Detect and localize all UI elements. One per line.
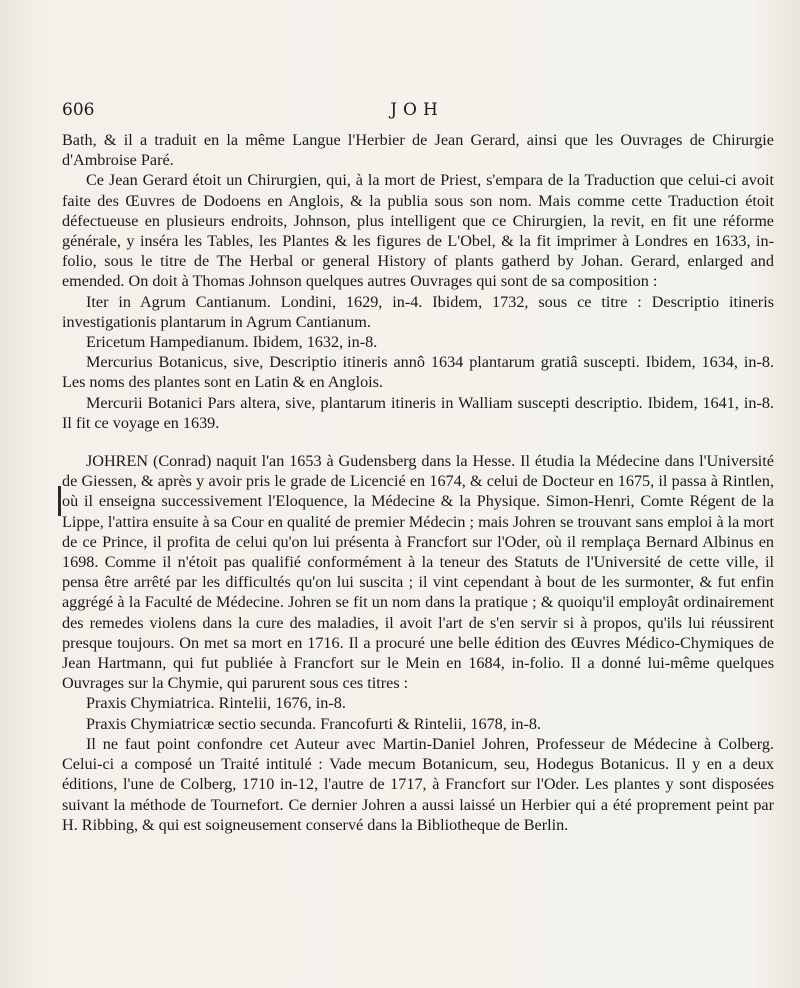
- bibliography-entry: Mercurii Botanici Pars altera, sive, plantarum itineris in Walliam suscepti descriptio. Ibidem, 1641, in-8. Il fit ce voyage en 1639.: [62, 393, 774, 432]
- page-body: [62, 130, 774, 835]
- bibliography-entry: Praxis Chymiatricæ sectio secunda. Francofurti & Rintelii, 1678, in-8.: [86, 714, 541, 733]
- paragraph-gerard: Ce Jean Gerard étoit un Chirurgien, qui, à la mort de Priest, s'empara de la Traduction que celui-ci avoit faite des Œuvres de Dodoens en Anglois, & la publia sous son nom. Mais comme cette Traduction étoit défectueuse en plusieurs endroits, Johnson, plus intelligent que ce Chirurgien, la revit, en fit une réforme générale, y inséra les Tables, les Plantes & les figures de L'Obel, & la fit imprimer à Londres en 1633, in-folio, sous le titre de The Herbal or general History of plants gatherd by Johan. Gerard, enlarged and emended. On doit à Thomas Johnson quelques autres Ouvrages qui sont de sa composition :: [62, 171, 774, 291]
- bibliography-entry: Praxis Chymiatrica. Rintelii, 1676, in-8.: [86, 694, 346, 713]
- margin-mark: [58, 486, 61, 516]
- page-header: [62, 100, 772, 126]
- entry-separator: [62, 433, 774, 451]
- entry-johren-conrad: JOHREN (Conrad) naquit l'an 1653 à Gudensberg dans la Hesse. Il étudia la Médecine dans l'Université de Giessen, & après y avoir pris le grade de Licencié en 1674, & celui de Docteur en 1675, il passa à Rintlen, où il enseigna successivement l'Eloquence, la Médecine & la Physique. Simon-Henri, Comte Régent de la Lippe, l'attira ensuite à sa Cour en qualité de premier Médecin ; mais Johren se trouvant sans emploi à la mort de ce Prince, il profita de celui qu'on lui présenta à Francfort sur l'Oder, où il remplaça Bernard Albinus en 1698. Comme il n'étoit pas qualifié conformément à la teneur des Statuts de l'Université de cette ville, il pensa être arrêté par les difficultés qu'on lui suscita ; il vint cependant à bout de les surmonter, & fut enfin aggrégé à la Faculté de Médecine. Johren se fit un nom dans la pratique ; & quoiqu'il employât ordinairement des remedes violens dans la cure des maladies, il avoit l'art de s'en servir si à propos, qu'ils lui réussirent presque toujours. On met sa mort en 1716. Il a procuré une belle édition des Œuvres Médico-Chymiques de Jean Hartmann, qui fut publiée à Francfort sur le Mein en 1684, in-folio. Il a donné lui-même quelques Ouvrages sur la Chymie, qui parurent sous ces titres :: [62, 452, 774, 693]
- bibliography-entry: Mercurius Botanicus, sive, Descriptio itineris annô 1634 plantarum gratiâ suscepti. Ibidem, 1634, in-8. Les noms des plantes sont en Latin & en Anglois.: [62, 353, 774, 392]
- running-head: JOH: [390, 100, 444, 120]
- paragraph-continuation: Bath, & il a traduit en la même Langue l'Herbier de Jean Gerard, ainsi que les Ouvrages de Chirurgie d'Ambroise Paré.: [62, 131, 774, 170]
- page-number: 606: [62, 100, 95, 120]
- bibliography-entry: Ericetum Hampedianum. Ibidem, 1632, in-8.: [86, 333, 378, 352]
- paragraph-martin-daniel-johren: Il ne faut point confondre cet Auteur avec Martin-Daniel Johren, Professeur de Médecine à Colberg. Celui-ci a composé un Traité intitulé : Vade mecum Botanicum, seu, Hodegus Botanicus. Il y en a deux éditions, l'une de Colberg, 1710 in-12, l'autre de 1717, à Francfort sur l'Oder. Les plantes y sont disposées suivant la méthode de Tournefort. Ce dernier Johren a aussi laissé un Herbier qui a été proprement peint par H. Ribbing, & qui est soigneusement conservé dans la Bibliotheque de Berlin.: [62, 734, 774, 834]
- bibliography-entry: Iter in Agrum Cantianum. Londini, 1629, in-4. Ibidem, 1732, sous ce titre : Descriptio itineris investigationis plantarum in Agrum Cantianum.: [62, 292, 774, 331]
